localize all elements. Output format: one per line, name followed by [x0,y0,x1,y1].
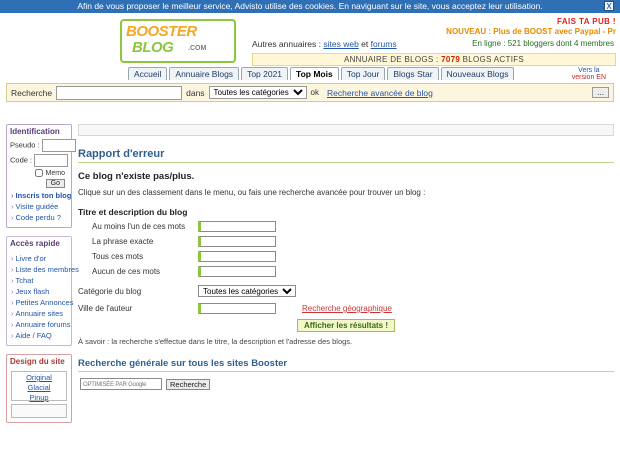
blog-count-suffix: BLOGS ACTIFS [462,55,525,64]
design-option-glacial[interactable]: Glacial [27,383,51,392]
logo-line-3: .COM [188,45,207,52]
search-section-title: Titre et description du blog [78,207,188,217]
main-content [78,124,614,431]
field-label-all-words: Tous ces mots [92,252,144,261]
pseudo-input[interactable] [42,139,76,152]
show-results-button[interactable]: Afficher les résultats ! [297,319,395,332]
directory-link-sites[interactable]: sites web [323,39,359,49]
cookie-consent-text: Afin de vous proposer le meilleur service, Advisto utilise des cookies. En naviguant sur le site, vous acceptez leur utilisation. [77,1,543,11]
field-row-category [78,285,614,297]
nouveau-announcement[interactable]: NOUVEAU : Plus de BOOST avec Paypal - Pr [446,27,616,36]
sidebar-link-code-perdu[interactable]: › Code perdu ? [11,212,71,223]
more-options-button[interactable]: ... [592,87,609,98]
main-navigation [0,67,620,83]
nav-item-top-2021[interactable]: Top 2021 [241,67,288,80]
identification-title: Identification [10,127,60,136]
sidebar [6,124,79,431]
google-section-title: Recherche générale sur tous les sites Booster [78,358,288,369]
field-row-all-words [78,251,614,262]
site-logo[interactable] [120,19,236,63]
blog-count-number: 7079 [441,55,461,64]
online-users-text[interactable]: En ligne : 521 bloggers dont 4 membres [472,39,614,48]
advanced-search-link[interactable]: Recherche avancée de blog [327,87,433,98]
nav-item-top-mois[interactable]: Top Mois [290,67,339,80]
cookie-consent-bar [0,0,620,13]
search-category-select[interactable] [209,86,307,99]
nav-tabs [128,67,620,80]
close-icon[interactable]: X [604,1,614,11]
field-row-none-words [78,266,614,277]
content-top-strip [78,124,614,136]
nav-item-nouveaux-blogs[interactable]: Nouveaux Blogs [441,67,515,80]
logo-line-1: BOOSTER [126,23,197,40]
field-input-none-words[interactable] [198,266,276,277]
field-row-exact-phrase [78,236,614,247]
language-switch-line-2: version EN [571,74,606,81]
site-header [0,13,620,65]
field-label-exact-phrase: La phrase exacte [92,237,154,246]
nav-item-top-jour[interactable]: Top Jour [341,67,386,80]
field-label-any-words: Au moins l'un de ces mots [92,222,186,231]
submit-row [78,320,614,331]
other-directories-label: Autres annuaires : [252,39,321,49]
memo-row [7,169,71,177]
google-search-input[interactable]: OPTIMISÉE PAR Google [80,378,162,390]
field-label-none-words: Aucun de ces mots [92,267,161,276]
field-row-city [78,303,614,314]
field-row-any-words [78,221,614,232]
design-title: Design du site [10,357,65,366]
nav-item-annuaire-blogs[interactable]: Annuaire Blogs [169,67,239,80]
blog-count-bar [252,53,616,66]
design-option-original[interactable]: Original [26,373,52,382]
fais-ta-pub-link[interactable]: FAIS TA PUB ! [557,17,616,26]
acces-rapide-title: Accès rapide [10,239,60,248]
quick-search-bar [6,83,614,102]
code-label: Code : [10,155,33,165]
design-preview-swatch [11,404,67,418]
error-hint-text: Clique sur un des classement dans le menu, ou fais une recherche avancée pour trouver un blog : [78,188,426,197]
sidebar-link-inscris-ton-blog[interactable]: › Inscris ton blog [11,190,71,201]
separator-et: et [361,39,369,49]
language-switch-line-1: Vers la [578,67,600,74]
title-divider [78,162,614,163]
memo-checkbox[interactable] [35,169,43,177]
field-label-category: Catégorie du blog [78,286,142,296]
header-right-block [252,17,616,66]
design-panel [6,354,72,423]
search-ok-button[interactable]: ok [310,88,319,97]
nav-item-blogs-star[interactable]: Blogs Star [387,67,438,80]
google-section-divider [78,371,614,372]
sidebar-link-aide-faq[interactable]: › Aide / FAQ [11,330,71,341]
sidebar-link-liste-des-membres[interactable]: › Liste des membres [11,264,71,275]
design-options [11,371,67,401]
field-input-all-words[interactable] [198,251,276,262]
language-switch-link[interactable] [572,67,606,81]
page-body [0,124,620,431]
sidebar-link-tchat[interactable]: › Tchat [11,275,71,286]
memo-label: Memo [45,169,65,177]
error-subtitle: Ce blog n'existe pas/plus. [78,171,195,182]
sidebar-link-jeux-flash[interactable]: › Jeux flash [11,286,71,297]
identification-links [7,190,71,223]
directory-link-forums[interactable]: forums [370,39,397,49]
search-label: Recherche [11,87,53,98]
page-title: Rapport d'erreur [78,148,165,160]
acces-rapide-panel [6,236,79,346]
code-input[interactable] [34,154,68,167]
field-select-category[interactable] [198,285,296,297]
field-label-city: Ville de l'auteur [78,304,133,313]
blog-count-prefix: ANNUAIRE DE BLOGS : [343,55,439,64]
design-option-pinup[interactable]: Pinup [29,393,49,402]
field-input-exact-phrase[interactable] [198,236,276,247]
login-go-button[interactable]: Go [46,179,65,188]
search-note: À savoir : la recherche s'effectue dans le titre, la description et l'adresse des blogs. [78,337,353,346]
google-search-row [78,378,614,390]
geographic-search-link[interactable]: Recherche géographique [302,304,392,313]
nav-item-accueil[interactable]: Accueil [128,67,167,80]
sidebar-link-annuaire-forums[interactable]: › Annuaire forums [11,319,71,330]
search-input[interactable] [56,86,182,100]
acces-rapide-links [7,253,79,341]
pseudo-row [7,139,71,152]
logo-line-2: BLOG [132,39,174,56]
go-row [7,177,71,188]
sidebar-link-livre-dor[interactable]: › Livre d'or [11,253,71,264]
field-input-any-words[interactable] [198,221,276,232]
sidebar-link-visite-guidee[interactable]: › Visite guidée [11,201,71,212]
identification-panel [6,124,72,228]
sidebar-link-annuaire-sites[interactable]: › Annuaire sites [11,308,71,319]
google-search-button[interactable]: Recherche [166,379,210,390]
field-input-city[interactable] [198,303,276,314]
sidebar-link-petites-annonces[interactable]: › Petites Annonces [11,297,71,308]
pseudo-label: Pseudo : [10,140,40,150]
code-row [7,154,71,167]
search-dans-label: dans [186,87,205,98]
